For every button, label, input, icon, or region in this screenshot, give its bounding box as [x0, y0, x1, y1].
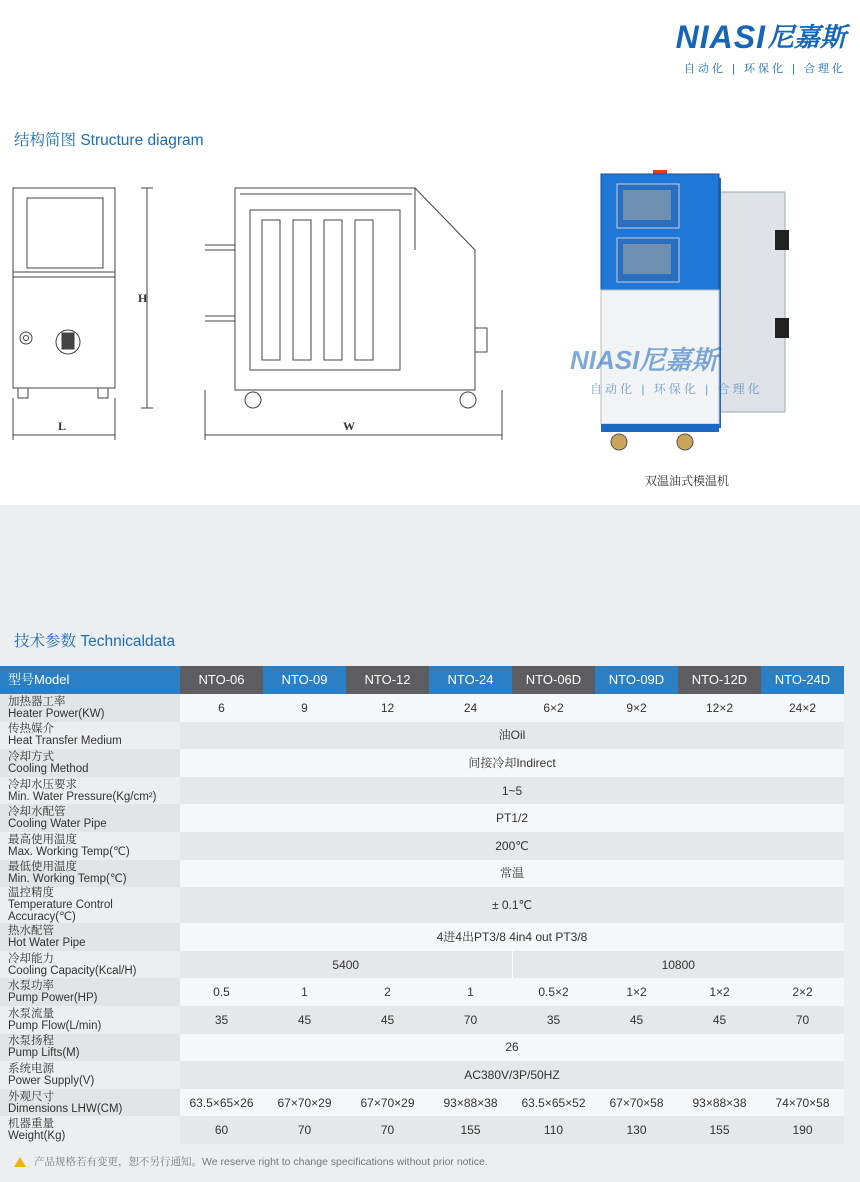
row-label-en: Heat Transfer Medium: [8, 735, 122, 748]
header-model-nto-09d: NTO-09D: [595, 666, 678, 694]
spec-cell: 35: [180, 1006, 263, 1034]
spec-row: [0, 978, 844, 1006]
row-label-cn: 水泵扬程: [8, 1035, 54, 1048]
spec-cell: 63.5×65×26: [180, 1089, 263, 1117]
spec-cell: 2×2: [761, 978, 844, 1006]
spec-cell: 190: [761, 1116, 844, 1144]
spec-row-label: [0, 804, 180, 832]
watermark-tagline: 自动化 | 环保化 | 合理化: [590, 382, 763, 396]
spec-cell: 0.5×2: [512, 978, 595, 1006]
spec-row: [0, 722, 844, 750]
spec-row-label: [0, 978, 180, 1006]
spec-row: [0, 860, 844, 888]
spec-cell-span: 26: [180, 1034, 844, 1062]
spec-cell-span: AC380V/3P/50HZ: [180, 1061, 844, 1089]
tech-title: 技术参数 Technicaldata: [14, 633, 176, 650]
spec-cell-span: ± 0.1℃: [180, 887, 844, 923]
header-model-nto-24d: NTO-24D: [761, 666, 844, 694]
dim-l-label: L: [58, 419, 67, 433]
spec-row-label: [0, 860, 180, 888]
side-view-panel: [27, 198, 103, 268]
row-label-en: Temperature Control Accuracy(℃): [8, 899, 113, 924]
spec-cell: 93×88×38: [678, 1089, 761, 1117]
row-label-en: Cooling Water Pipe: [8, 818, 107, 831]
spec-row-label: [0, 1034, 180, 1062]
spec-cell-half: 10800: [512, 951, 844, 979]
spec-cell: 70: [429, 1006, 512, 1034]
spec-cell: 1×2: [595, 978, 678, 1006]
spec-row: [0, 1006, 844, 1034]
spec-row-label: [0, 1116, 180, 1144]
spec-row: [0, 923, 844, 951]
row-label-cn: 外观尺寸: [8, 1090, 54, 1103]
spec-cell: 70: [263, 1116, 346, 1144]
spec-row-label: [0, 722, 180, 750]
row-label-en: Pump Lifts(M): [8, 1047, 80, 1060]
spec-row: [0, 1116, 844, 1144]
spec-cell: 45: [595, 1006, 678, 1034]
row-label-cn: 温控精度: [8, 887, 54, 900]
spec-cell: 70: [761, 1006, 844, 1034]
row-label-cn: 最低使用温度: [8, 861, 77, 874]
row-label-en: Dimensions LHW(CM): [8, 1102, 123, 1115]
spec-cell-span: PT1/2: [180, 804, 844, 832]
row-label-cn: 传热媒介: [8, 723, 54, 736]
spec-cell: 67×70×29: [263, 1089, 346, 1117]
spec-cell: 93×88×38: [429, 1089, 512, 1117]
spec-row: [0, 1034, 844, 1062]
spec-row-label: [0, 749, 180, 777]
spec-row-label: [0, 694, 180, 722]
spec-row-label: [0, 832, 180, 860]
spec-cell: 1×2: [678, 978, 761, 1006]
spec-table: [0, 666, 844, 1144]
spec-cell: 63.5×65×52: [512, 1089, 595, 1117]
spec-cell: 67×70×58: [595, 1089, 678, 1117]
row-label-cn: 冷却水压要求: [8, 778, 77, 791]
row-label-en: Heater Power(KW): [8, 707, 105, 720]
spec-cell: 9×2: [595, 694, 678, 722]
row-label-cn: 水泵流量: [8, 1007, 54, 1020]
row-label-en: Pump Flow(L/min): [8, 1019, 102, 1032]
spec-row-label: [0, 1061, 180, 1089]
spec-row: [0, 1089, 844, 1117]
spec-row: [0, 951, 844, 979]
structure-drawing: [10, 180, 520, 450]
spec-cell: 110: [512, 1116, 595, 1144]
header-model-nto-06d: NTO-06D: [512, 666, 595, 694]
row-label-en: Power Supply(V): [8, 1074, 95, 1087]
spec-cell-span: 1~5: [180, 777, 844, 805]
photo-caption: 双温油式模温机: [645, 474, 730, 488]
spec-row: [0, 694, 844, 722]
row-label-en: Max. Working Temp(℃): [8, 845, 130, 858]
header-model-nto-12d: NTO-12D: [678, 666, 761, 694]
spec-row-label: [0, 1089, 180, 1117]
row-label-cn: 冷却方式: [8, 750, 54, 763]
row-label-en: Pump Power(HP): [8, 992, 98, 1005]
spec-row: [0, 804, 844, 832]
row-label-cn: 水泵功率: [8, 980, 54, 993]
spec-row-label: [0, 1006, 180, 1034]
spec-cell: 12: [346, 694, 429, 722]
spec-cell: 155: [678, 1116, 761, 1144]
row-label-cn: 冷却能力: [8, 952, 54, 965]
spec-row: [0, 832, 844, 860]
header-model-nto-24: NTO-24: [429, 666, 512, 694]
header-model-label: 型号Model: [0, 666, 180, 694]
row-label-cn: 系统电源: [8, 1062, 54, 1075]
spec-cell: 155: [429, 1116, 512, 1144]
row-label-en: Hot Water Pipe: [8, 936, 86, 949]
spec-row-label: [0, 951, 180, 979]
row-label-en: Weight(Kg): [8, 1130, 66, 1143]
spec-cell: 1: [263, 978, 346, 1006]
row-label-cn: 机器重量: [8, 1118, 54, 1131]
spec-cell: 6: [180, 694, 263, 722]
spec-cell: 12×2: [678, 694, 761, 722]
row-label-cn: 加热器工率: [8, 695, 66, 708]
spec-cell: 24×2: [761, 694, 844, 722]
vent-panel: [250, 210, 400, 370]
watermark-logo: NIASI尼嘉斯: [570, 345, 718, 375]
spec-cell: 45: [678, 1006, 761, 1034]
dim-h-label: H: [138, 291, 148, 305]
spec-row: [0, 1061, 844, 1089]
spec-header-row: [0, 666, 844, 694]
warning-icon: [14, 1157, 26, 1167]
row-label-en: Min. Water Pressure(Kg/cm²): [8, 790, 157, 803]
spec-cell: 2: [346, 978, 429, 1006]
spec-cell: 45: [346, 1006, 429, 1034]
spec-cell-half: 5400: [180, 951, 512, 979]
brand-header: [676, 20, 846, 76]
spec-cell: 45: [263, 1006, 346, 1034]
structure-title: 结构简图 Structure diagram: [14, 132, 204, 149]
spec-row-label: [0, 923, 180, 951]
spec-row: [0, 749, 844, 777]
row-label-en: Cooling Method: [8, 762, 89, 775]
footnote: 产品规格若有变更，恕不另行通知。We reserve right to change specifications without prior notice.: [14, 1154, 488, 1169]
spec-cell: 9: [263, 694, 346, 722]
header-model-nto-06: NTO-06: [180, 666, 263, 694]
brand-logo: NIASI: [675, 19, 766, 55]
spec-cell-span: 4进4出PT3/8 4in4 out PT3/8: [180, 923, 844, 951]
spec-cell-span: 油Oil: [180, 722, 844, 750]
spec-cell-span: 常温: [180, 860, 844, 888]
header-model-nto-09: NTO-09: [263, 666, 346, 694]
spec-cell-span: 间接冷却Indirect: [180, 749, 844, 777]
spec-cell: 6×2: [512, 694, 595, 722]
row-label-en: Min. Working Temp(℃): [8, 873, 127, 886]
spec-cell: 70: [346, 1116, 429, 1144]
spec-cell: 74×70×58: [761, 1089, 844, 1117]
brand-cn-name: 尼嘉斯: [767, 22, 846, 52]
machine-photo: [565, 170, 810, 455]
spec-row-label: [0, 887, 180, 923]
spec-row-label: [0, 777, 180, 805]
spec-cell: 67×70×29: [346, 1089, 429, 1117]
spec-cell-span: 200℃: [180, 832, 844, 860]
dim-w-label: W: [343, 419, 355, 433]
row-label-cn: 热水配管: [8, 924, 54, 937]
spec-cell: 0.5: [180, 978, 263, 1006]
row-label-en: Cooling Capacity(Kcal/H): [8, 964, 137, 977]
spec-cell: 130: [595, 1116, 678, 1144]
side-view-body: [13, 188, 115, 388]
spec-row: [0, 777, 844, 805]
spec-cell: 60: [180, 1116, 263, 1144]
spec-cell: 1: [429, 978, 512, 1006]
row-label-cn: 最高使用温度: [8, 833, 77, 846]
spec-cell: 24: [429, 694, 512, 722]
spec-cell: 35: [512, 1006, 595, 1034]
brand-tagline: 自动化 | 环保化 | 合理化: [684, 63, 846, 75]
row-label-cn: 冷却水配管: [8, 806, 66, 819]
header-model-nto-12: NTO-12: [346, 666, 429, 694]
spec-row: [0, 887, 844, 923]
